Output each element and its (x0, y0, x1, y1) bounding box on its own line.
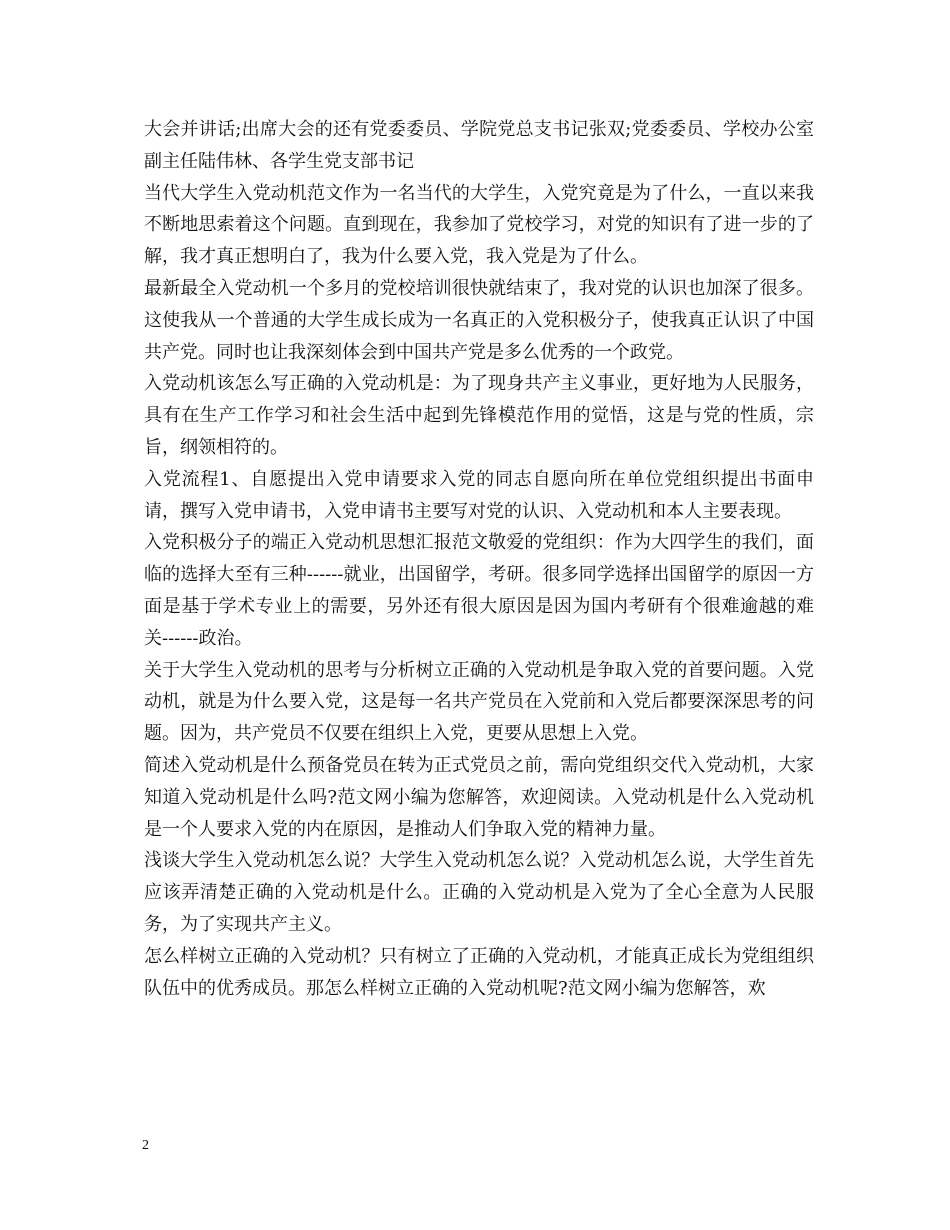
paragraph: 入党动机该怎么写正确的入党动机是：为了现身共产主义事业，更好地为人民服务，具有在生产工作学习和社会生活中起到先锋模范作用的觉悟，这是与党的性质，宗旨，纲领相符的。 (144, 373, 814, 458)
paragraph: 入党积极分子的端正入党动机思想汇报范文敬爱的党组织：作为大四学生的我们，面临的选择大至有三种------就业，出国留学，考研。很多同学选择出国留学的原因一方面是基于学术专业上的需要，另外还有很大原因是因为国内考研有个很难逾越的难关------政治。 (144, 532, 814, 649)
paragraph: 最新最全入党动机一个多月的党校培训很快就结束了，我对党的认识也加深了很多。这使我从一个普通的大学生成长成为一名真正的入党积极分子，使我真正认识了中国共产党。同时也让我深刻体会到中国共产党是多么优秀的一个政党。 (144, 277, 814, 363)
paragraph: 关于大学生入党动机的思考与分析树立正确的入党动机是争取入党的首要问题。入党动机，就是为什么要入党，这是每一名共产党员在入党前和入党后都要深深思考的问题。因为，共产党员不仅要在组织上入党，更要从思想上入党。 (144, 659, 814, 745)
paragraph: 怎么样树立正确的入党动机？只有树立了正确的入党动机，才能真正成长为党组组织队伍中的优秀成员。那怎么样树立正确的入党动机呢?范文网小编为您解答，欢 (144, 945, 814, 999)
paragraph: 当代大学生入党动机范文作为一名当代的大学生，入党究竟是为了什么，一直以来我不断地思索着这个问题。直到现在，我参加了党校学习，对党的知识有了进一步的了解，我才真正想明白了，我为什么要入党，我入党是为了什么。 (144, 182, 814, 268)
page-number: 2 (142, 1138, 149, 1153)
paragraph: 入党流程1、自愿提出入党申请要求入党的同志自愿向所在单位党组织提出书面申请，撰写入党申请书，入党申请书主要写对党的认识、入党动机和本人主要表现。 (144, 468, 814, 522)
paragraph: 大会并讲话;出席大会的还有党委委员、学院党总支书记张双;党委委员、学校办公室副主任陆伟林、各学生党支部书记 (144, 119, 815, 172)
document-body (144, 114, 814, 1004)
paragraph: 简述入党动机是什么预备党员在转为正式党员之前，需向党组织交代入党动机，大家知道入党动机是什么吗?范文网小编为您解答，欢迎阅读。入党动机是什么入党动机是一个人要求入党的内在原因，是推动人们争取入党的精神力量。 (144, 754, 814, 840)
paragraph: 浅谈大学生入党动机怎么说？大学生入党动机怎么说？入党动机怎么说，大学生首先应该弄清楚正确的入党动机是什么。正确的入党动机是入党为了全心全意为人民服务，为了实现共产主义。 (144, 850, 814, 935)
